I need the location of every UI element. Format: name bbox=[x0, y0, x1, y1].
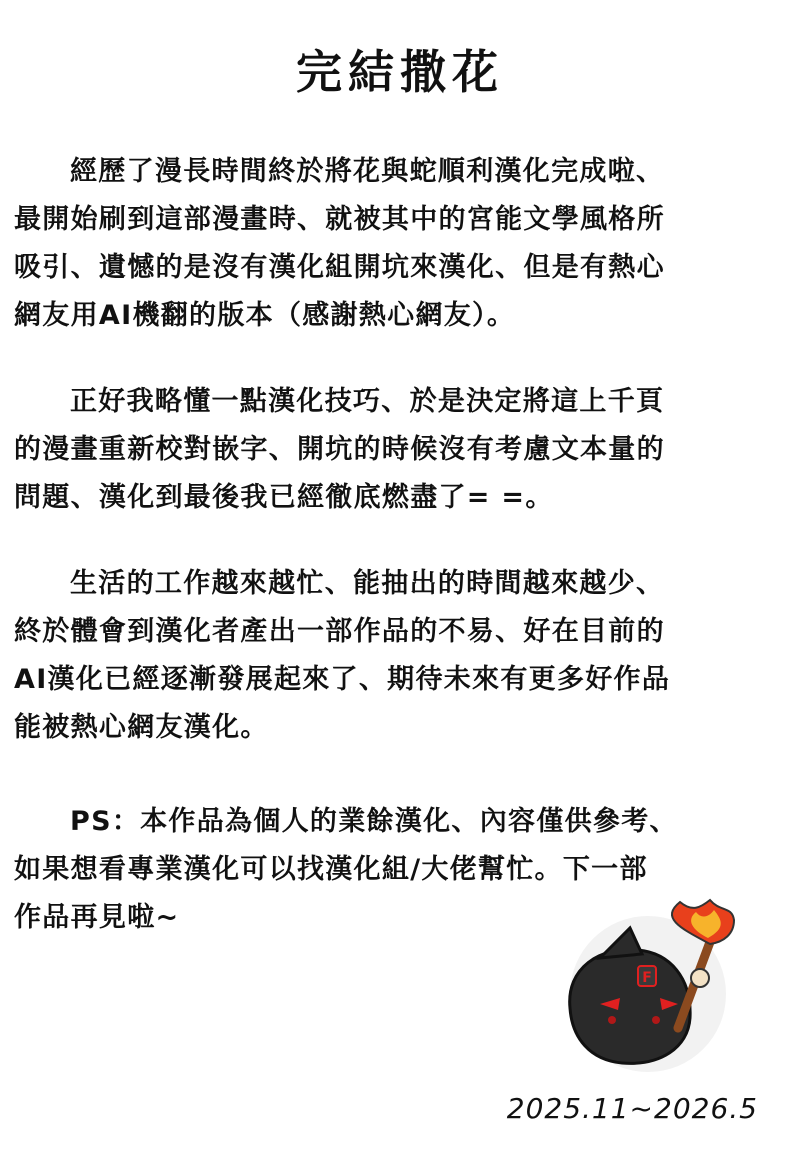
paragraph-3 bbox=[14, 560, 786, 752]
paragraph-line: 經歷了漫長時間終於將花與蛇順利漢化完成啦、 bbox=[70, 156, 665, 187]
torch-mascot-icon bbox=[560, 898, 736, 1078]
paragraph-line: 作品再見啦~ bbox=[14, 902, 180, 933]
paragraph-line: 正好我略懂一點漢化技巧、於是決定將這上千頁 bbox=[70, 386, 665, 417]
mascot-badge-letter: F bbox=[642, 970, 652, 986]
paragraph-line: 問題、漢化到最後我已經徹底燃盡了= =。 bbox=[14, 482, 554, 513]
date-range: 2025.11~2026.5 bbox=[506, 1092, 758, 1125]
page-title: 完結撒花 bbox=[296, 45, 504, 99]
mascot-hand bbox=[691, 969, 709, 987]
mascot-mouth-dot bbox=[652, 1016, 660, 1024]
paragraph-line: 生活的工作越來越忙、能抽出的時間越來越少、 bbox=[70, 568, 665, 599]
paragraph-line: 如果想看專業漢化可以找漢化組/大佬幫忙。下一部 bbox=[14, 854, 648, 885]
paragraph-line: AI漢化已經逐漸發展起來了、期待未來有更多好作品 bbox=[14, 664, 671, 695]
paragraph-line: 最開始刷到這部漫畫時、就被其中的宮能文學風格所 bbox=[14, 204, 665, 235]
mascot-mouth-dot bbox=[608, 1016, 616, 1024]
mascot-body bbox=[570, 950, 690, 1064]
paragraph-line: 終於體會到漢化者產出一部作品的不易、好在目前的 bbox=[14, 616, 665, 647]
paragraph-line: PS：本作品為個人的業餘漢化、內容僅供參考、 bbox=[70, 806, 678, 837]
paragraph-line: 網友用AI機翻的版本（感謝熱心網友）。 bbox=[14, 300, 516, 331]
paragraph-2 bbox=[14, 378, 786, 522]
paragraph-line: 吸引、遺憾的是沒有漢化組開坑來漢化、但是有熱心 bbox=[14, 252, 665, 283]
paragraph-line: 的漫畫重新校對嵌字、開坑的時候沒有考慮文本量的 bbox=[14, 434, 665, 465]
paragraph-line: 能被熱心網友漢化。 bbox=[14, 712, 269, 743]
paragraph-1 bbox=[14, 148, 786, 340]
